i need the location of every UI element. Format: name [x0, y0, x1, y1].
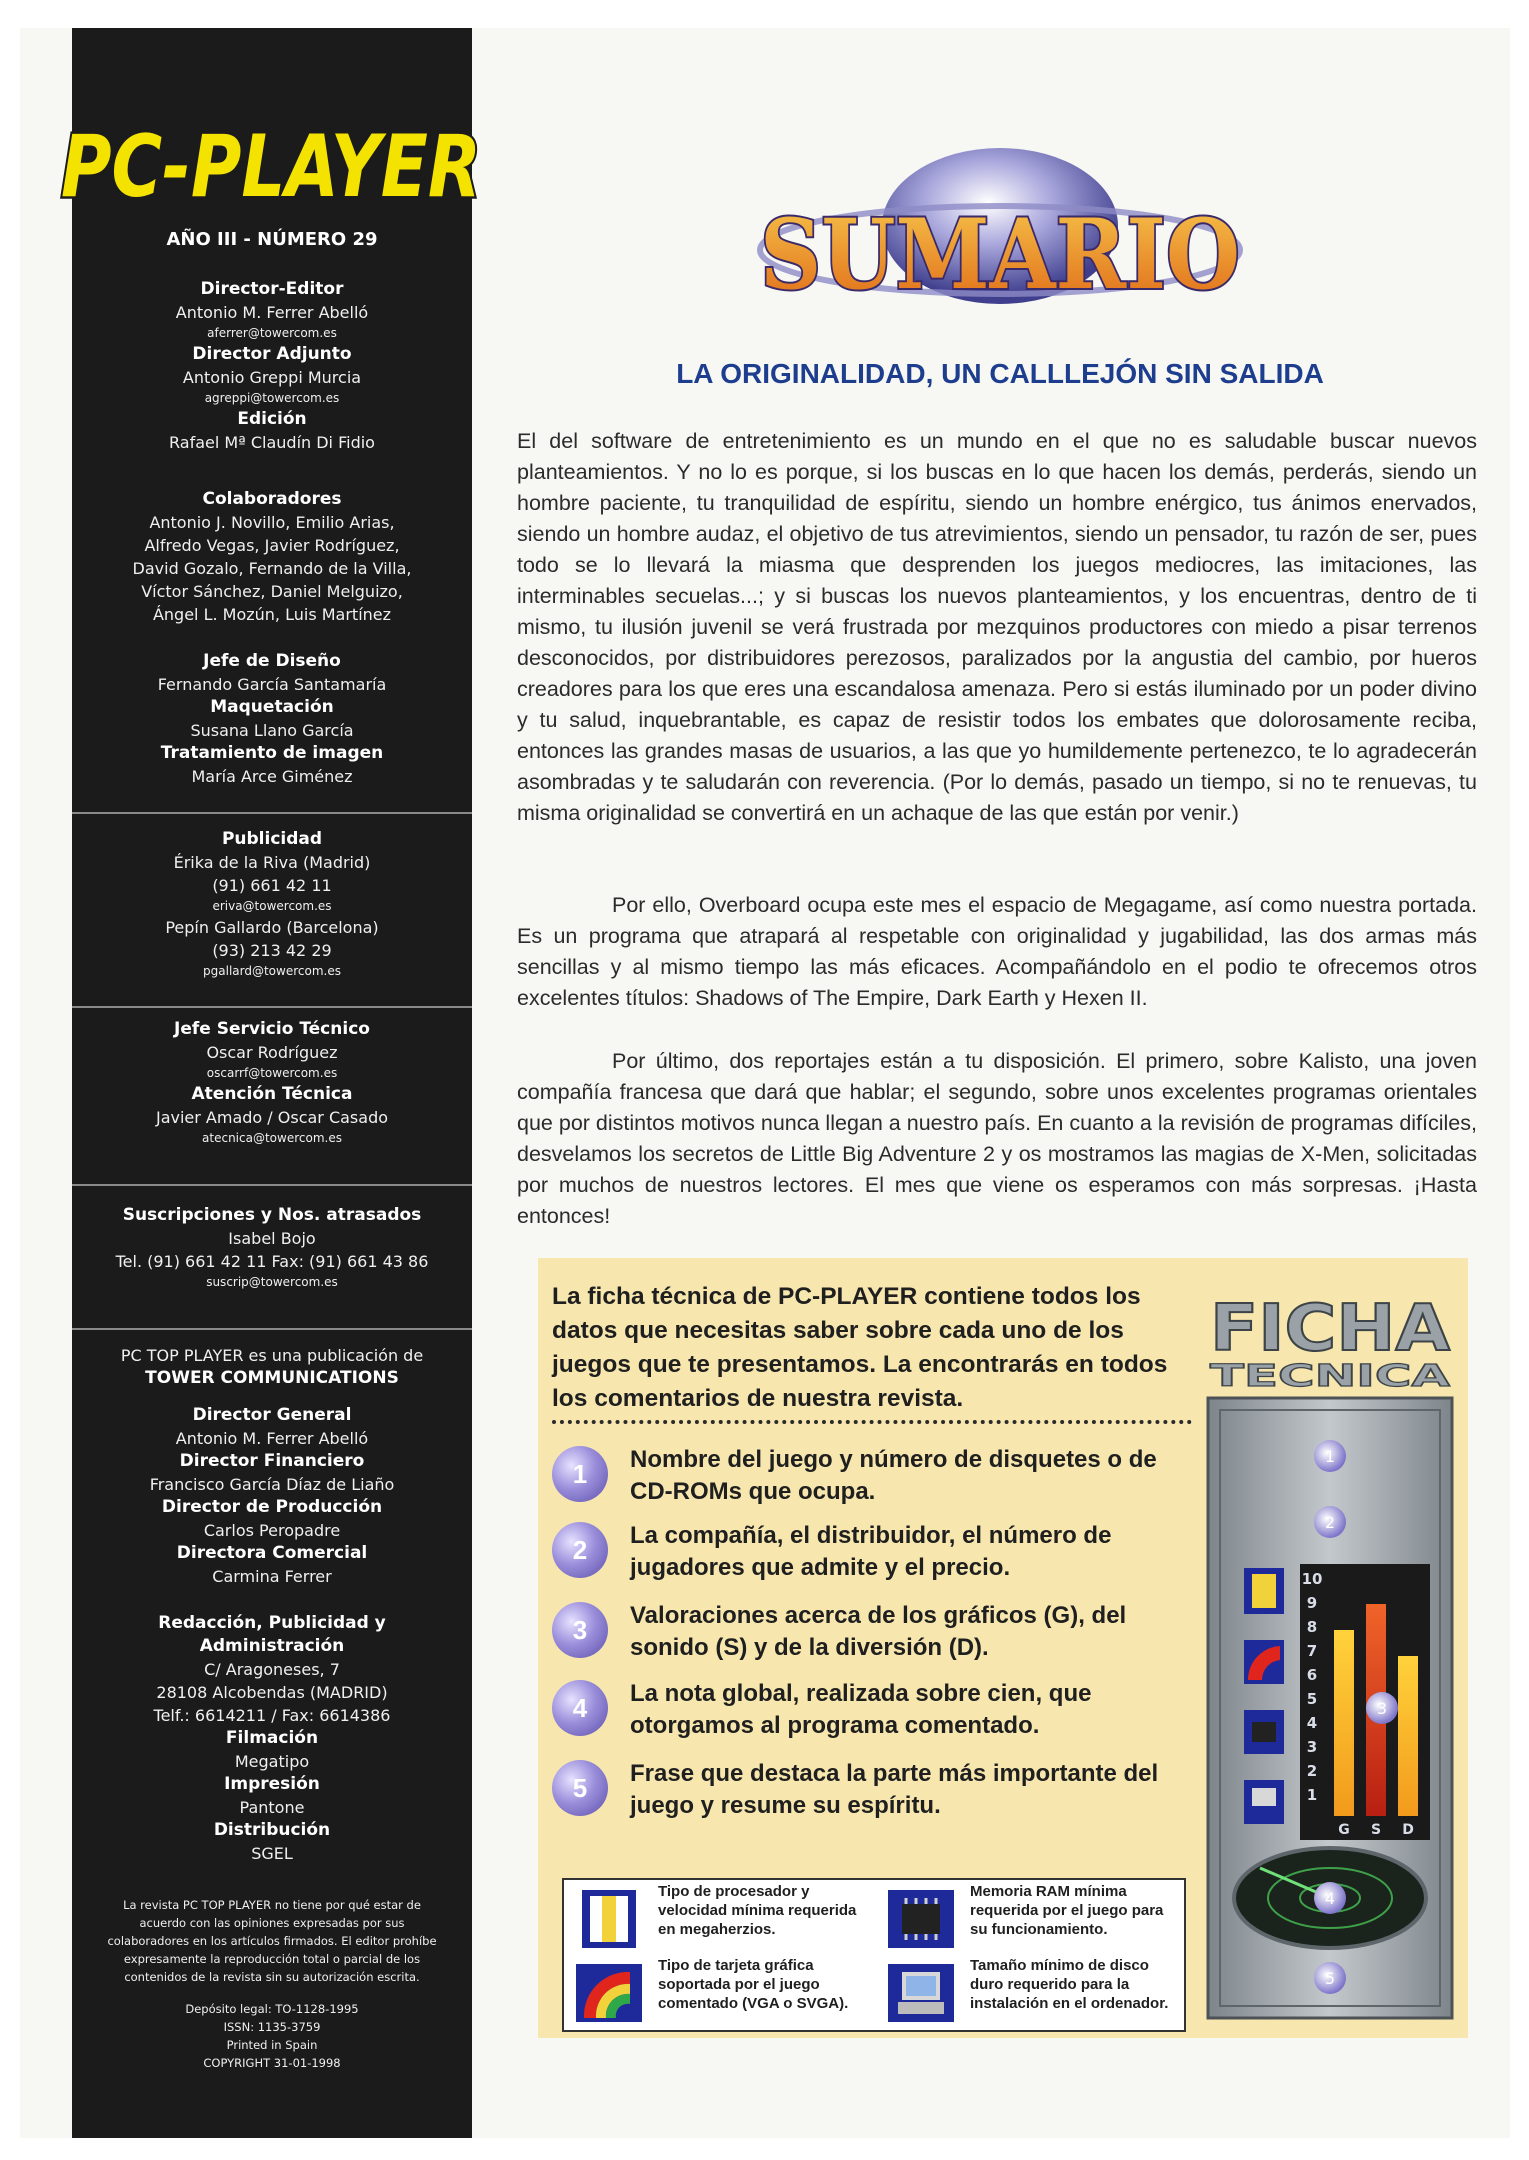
scale-tick-label: 7 [1306, 1642, 1318, 1660]
panel-title: FICHA [1210, 1292, 1451, 1366]
scale-tick-label: 9 [1306, 1594, 1318, 1612]
issue-number: AÑO III - NÚMERO 29 [166, 229, 378, 250]
rating-bar-d [1398, 1656, 1418, 1816]
editorial-headline: LA ORIGINALIDAD, UN CALLLEJÓN SIN SALIDA [676, 358, 1324, 389]
svg-text:SUMARIO: SUMARIO [760, 198, 1240, 311]
ficha-intro-text: La ficha técnica de PC-PLAYER contiene todos los datos que necesitas saber sobre cada uno de los juegos que te presentamos. La encontrarás en todos los comentarios de nuestra revista. [552, 1283, 1168, 1412]
scale-tick-label: 8 [1306, 1618, 1318, 1636]
ram-chip-icon [886, 1888, 956, 1950]
hard-disk-icon [886, 1962, 956, 2024]
bar-label: G [1338, 1822, 1350, 1838]
editorial-paragraph-2: Por ello, Overboard ocupa este mes el espacio de Megagame, así como nuestra portada. Es un programa que atrapará al respetable con originalidad y jugabilidad, las dos armas más sencillas y al mismo tiempo las más eficaces. Acompañándolo en el podio te ofrecemos otros excelentes títulos: Shadows of The Empire, Dark Earth y Hexen II. [517, 893, 1477, 1010]
scale-tick-label: 10 [1301, 1570, 1323, 1588]
bar-label: D [1402, 1822, 1414, 1838]
ficha-item [552, 1444, 1192, 1514]
office-address: Redacción, Publicidad y Administración C/ Aragoneses, 7 28108 Alcobendas (MADRID) Telf.: 6614211 / Fax: 6614386 [153, 1613, 391, 1725]
ficha-item-text: La compañía, el distribuidor, el número de jugadores que admite y el precio. [630, 1522, 1112, 1581]
number-badge: 4 [552, 1680, 608, 1736]
dotted-divider [552, 1420, 1192, 1424]
technical-service-credits: Jefe Servicio Técnico Oscar Rodríguez oscarrf@towercom.es Atención Técnica Javier Amado / Oscar Casado atecnica@towercom.es [155, 1019, 389, 1145]
scale-tick-label: 5 [1306, 1690, 1318, 1708]
legal-deposit: Depósito legal: TO-1128-1995 ISSN: 1135-3759 Printed in Spain COPYRIGHT 31-01-1998 [185, 2002, 359, 2070]
subscriptions-credits: Suscripciones y Nos. atrasados Isabel Bojo Tel. (91) 661 42 11 Fax: (91) 661 43 86 suscrip@towercom.es [115, 1205, 429, 1289]
svg-text:PC-PLAYER: PC-PLAYER [61, 117, 481, 217]
section-divider [72, 1328, 472, 1330]
ficha-item-text: La nota global, realizada sobre cien, que otorgamos al programa comentado. [630, 1680, 1092, 1739]
number-badge: 5 [552, 1760, 608, 1816]
legal-notice: La revista PC TOP PLAYER no tiene por qué estar de acuerdo con las opiniones expresadas por sus colaboradores en los artículos firmados. El editor prohíbe expresamente la reproducción total o parcial de los contenidos de la revista sin su autorización escrita. [107, 1898, 437, 1984]
section-divider [72, 1184, 472, 1186]
legend-item: Tamaño mínimo de disco duro requerido para la instalación en el ordenador. [876, 1956, 1181, 2028]
pc-player-logo [56, 108, 486, 218]
magazine-page [20, 28, 1510, 2138]
svg-text:4: 4 [1324, 1889, 1336, 1908]
number-badge: 1 [552, 1446, 608, 1502]
scale-tick-label: 3 [1306, 1738, 1318, 1756]
design-credits: Jefe de Diseño Fernando García Santamaría Maquetación Susana Llano García Tratamiento de imagen María Arce Giménez [157, 651, 387, 786]
bar-label: S [1370, 1822, 1382, 1838]
scale-tick-label: 4 [1306, 1714, 1318, 1732]
legend-item: Memoria RAM mínima requerida por el juego para su funcionamiento. [876, 1882, 1181, 1954]
scale-tick-label: 1 [1306, 1786, 1318, 1804]
masthead-sidebar [61, 28, 481, 2138]
publicidad-credits: Publicidad Érika de la Riva (Madrid) (91) 661 42 11 eriva@towercom.es Pepín Gallardo (Barcelona) (93) 213 42 29 pgallard@towercom.es [165, 829, 379, 978]
editorial-paragraph-3: Por último, dos reportajes están a tu disposición. El primero, sobre Kalisto, una joven compañía francesa que dará que hablar; el segundo, sobre unos excelentes programas orientales que por distintos motivos nunca llegan a nuestro país. En cuanto a la revisión de programas difíciles, desvelamos los secretos de Little Big Adventure 2 y os mostramos las magias de X-Men, solicitadas por muchos de nuestros lectores. El mes que viene os esperamos con más sorpresas. ¡Hasta entonces! [517, 1049, 1477, 1228]
graphics-card-icon [574, 1962, 644, 2024]
rating-bar-g [1334, 1630, 1354, 1816]
svg-text:2: 2 [1324, 1513, 1336, 1532]
legend-item: Tipo de procesador y velocidad mínima requerida en megaherzios. [564, 1882, 869, 1954]
colaboradores-credits: Colaboradores Antonio J. Novillo, Emilio Arias, Alfredo Vegas, Javier Rodríguez, David Gozalo, Fernando de la Villa, Víctor Sánchez, Daniel Melguizo, Ángel L. Mozún, Luis Martínez [132, 489, 412, 624]
section-divider [72, 812, 472, 814]
ficha-item-text: Valoraciones acerca de los gráficos (G), del sonido (S) y de la diversión (D). [630, 1602, 1127, 1661]
ficha-item-text: Nombre del juego y número de disquetes o de CD-ROMs que ocupa. [630, 1446, 1157, 1505]
ficha-item [552, 1520, 1192, 1590]
publisher-info: PC TOP PLAYER es una publicación de TOWER COMMUNICATIONS [120, 1346, 424, 1388]
ficha-item [552, 1600, 1192, 1670]
ficha-item [552, 1678, 1192, 1748]
number-badge: 2 [552, 1522, 608, 1578]
legend-item: Tipo de tarjeta gráfica soportada por el juego comentado (VGA o SVGA). [564, 1956, 869, 2028]
panel-subtitle: TECNICA [1210, 1359, 1452, 1394]
requirements-legend [562, 1878, 1186, 2032]
ficha-item [552, 1758, 1192, 1828]
editorial-paragraph-1: El del software de entretenimiento es un mundo en el que no es saludable buscar nuevos planteamientos. Y no lo es porque, si los buscas en lo que hacen los demás, perderás, siendo un hombre paciente, tu tranquilidad de espíritu, siendo un hombre enérgico, tus ánimos enervados, siendo un hombre audaz, el objetivo de tus atrevimientos, siendo un pensador, tu razón de ser, pues todo se lo llevará la miasma que desprenden los juegos mediocres, las imitaciones, las interminables secuelas...; y si buscas los nuevos planteamientos, y los encuentras, dentro de ti mismo, tu ilusión juvenil se verá frustrada por mezquinos productores con miedo a pisar terrenos desconocidos, por distribuidores perezosos, paralizados por la angustia del cambio, por hueros creadores para los que eres una escandalosa amenaza. Pero si estás iluminado por un poder divino y tu salud, inquebrantable, es capaz de resistir todos los embates que dolorosamente reciba, entonces las grandes masas de usuarios, a las que yo humildemente pertenezco, te lo agradecerán asombradas y te saludarán con reverencia. (Por lo demás, pasado un tiempo, si no te renuevas, tu misma originalidad se convertirá en un achaque de las que están por venir.) [517, 429, 1477, 825]
scale-tick-label: 6 [1306, 1666, 1318, 1684]
bar-labels [1338, 1822, 1414, 1838]
ficha-item-text: Frase que destaca la parte más importante del juego y resume su espíritu. [630, 1760, 1159, 1819]
management-credits: Director General Antonio M. Ferrer Abelló Director Financiero Francisco García Díaz de Liaño Director de Producción Carlos Peropadre Directora Comercial Carmina Ferrer [149, 1405, 395, 1586]
number-badge: 3 [552, 1602, 608, 1658]
sumario-title-logo [740, 138, 1260, 328]
svg-text:3: 3 [1376, 1699, 1388, 1718]
production-credits: Filmación Megatipo Impresión Pantone Distribución SGEL [213, 1728, 331, 1863]
processor-icon [574, 1888, 644, 1950]
section-divider [72, 1006, 472, 1008]
ficha-tecnica-panel [1200, 1288, 1460, 2028]
editorial-credits: Director-Editor Antonio M. Ferrer Abelló aferrer@towercom.es Director Adjunto Antonio Greppi Murcia agreppi@towercom.es Edición Rafael Mª Claudín Di Fidio [169, 279, 375, 452]
ficha-tecnica-box [538, 1258, 1468, 2038]
svg-text:5: 5 [1324, 1969, 1336, 1988]
svg-text:1: 1 [1324, 1447, 1336, 1466]
scale-tick-label: 2 [1306, 1762, 1318, 1780]
